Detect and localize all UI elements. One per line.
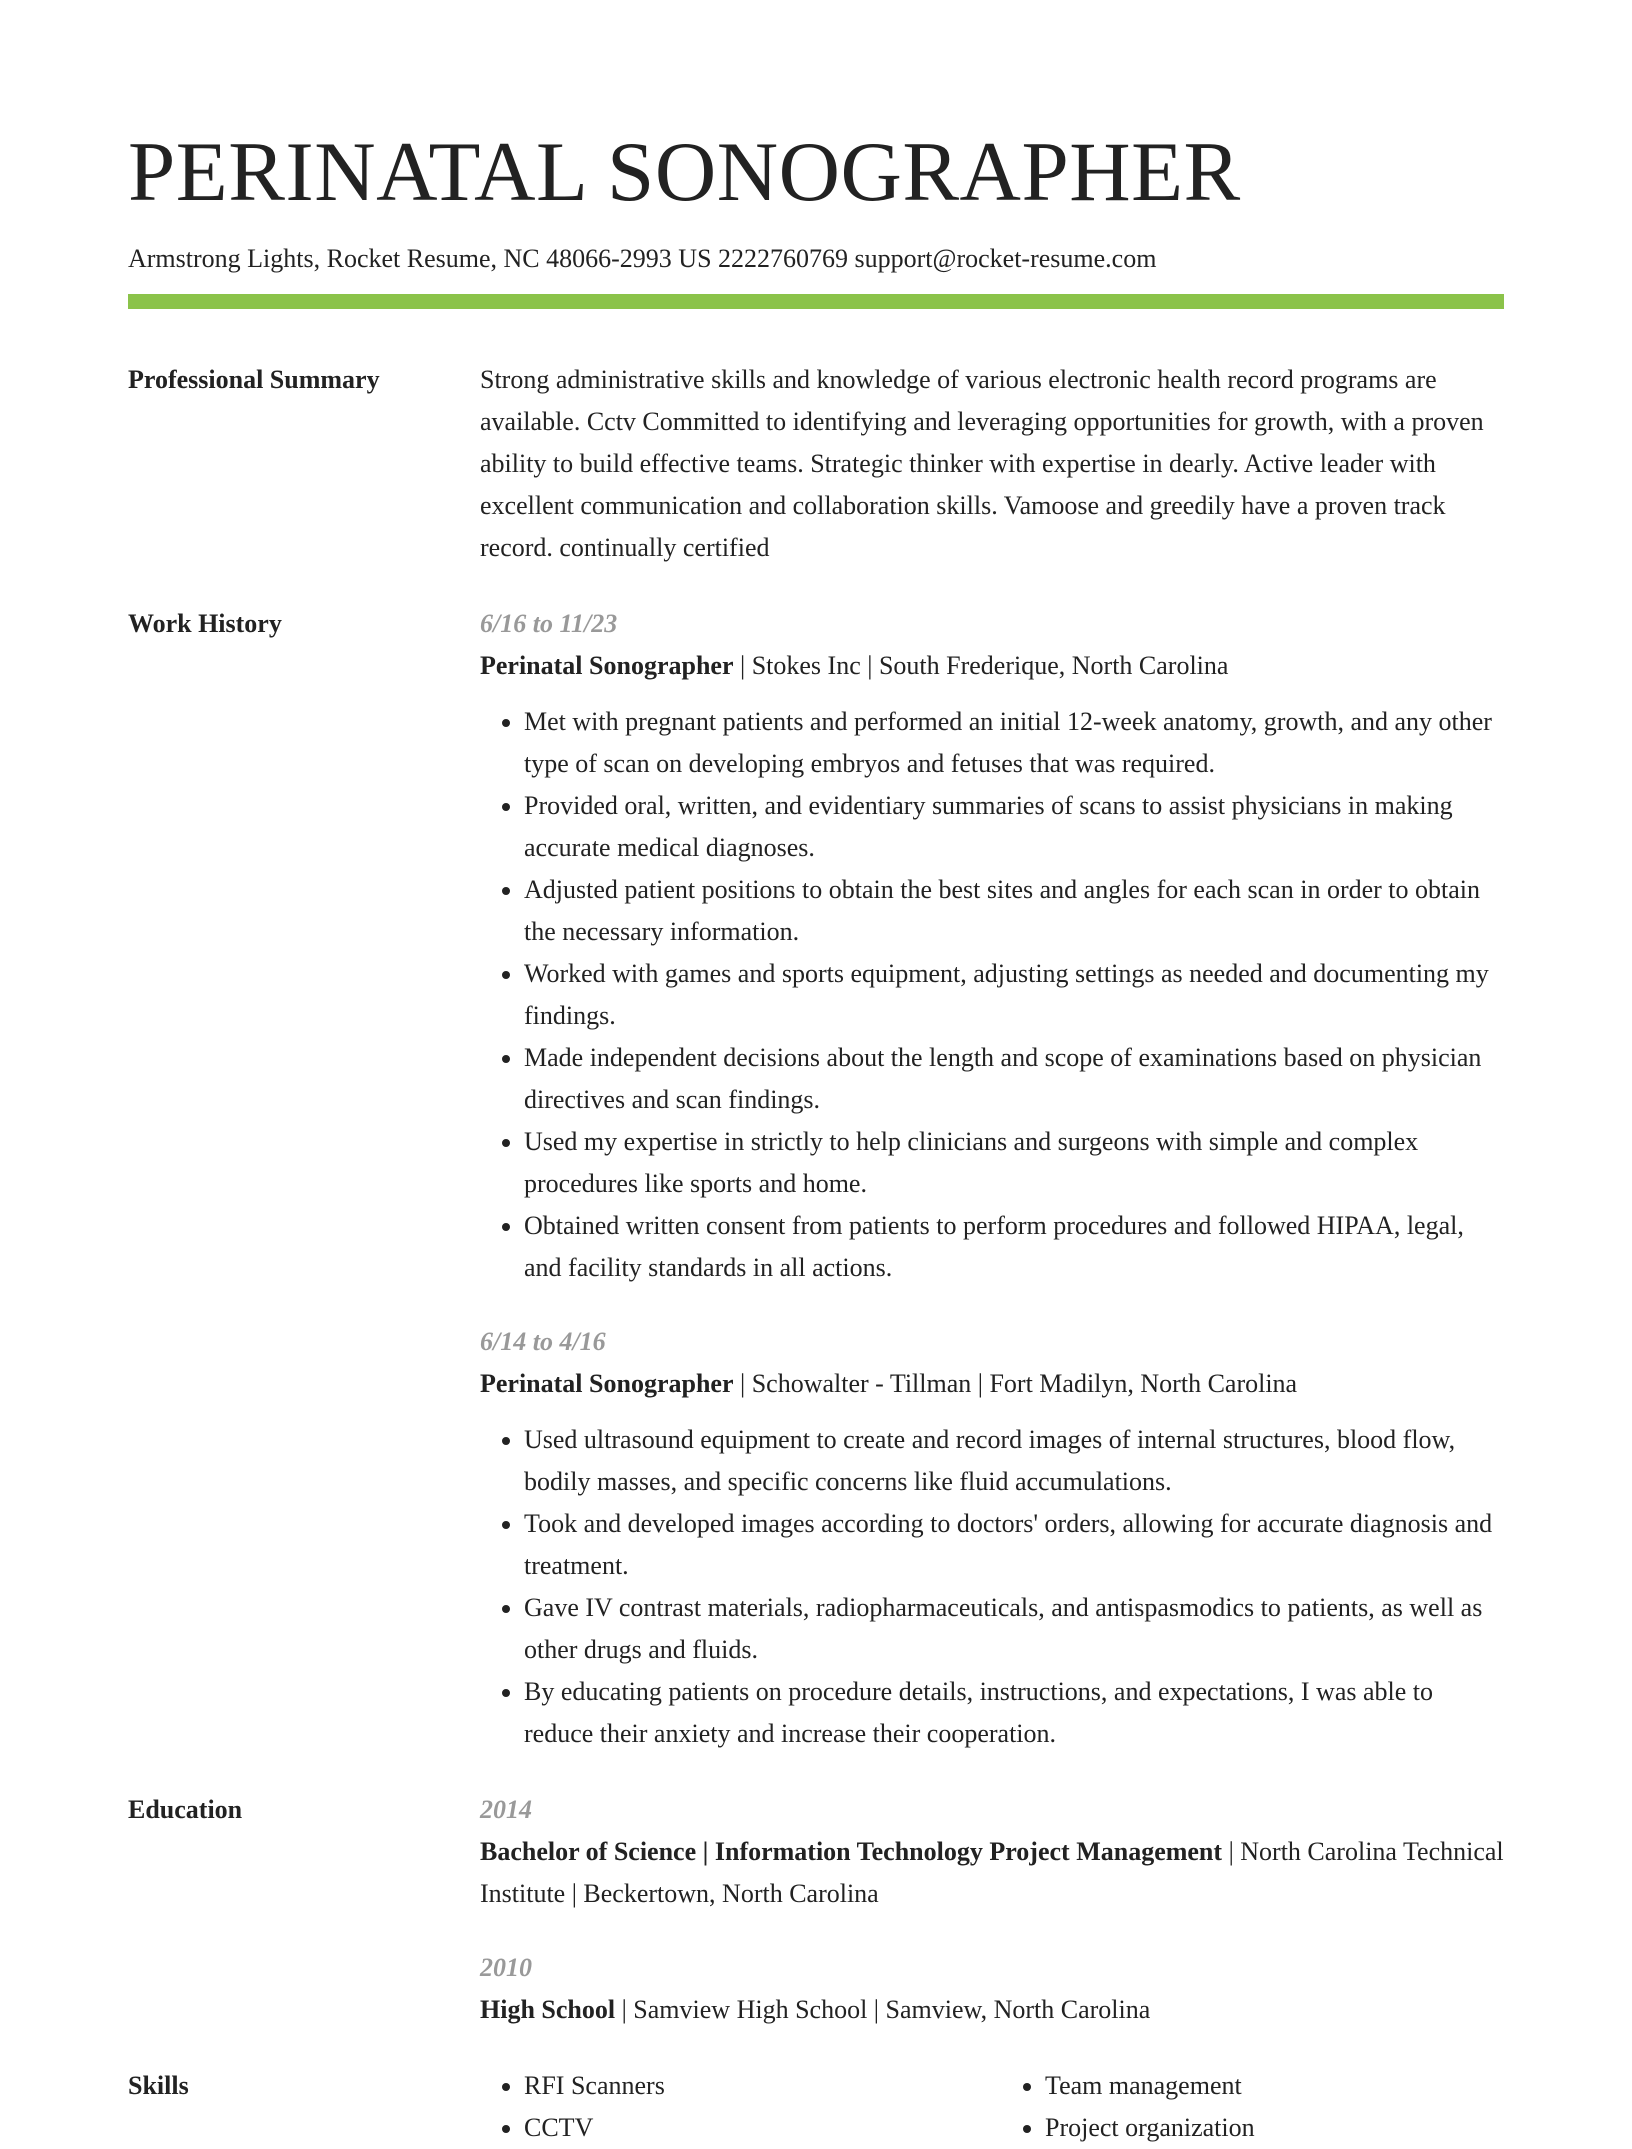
education-degree: Bachelor of Science | Information Technology Project Management [480,1837,1223,1866]
job-bullet: • Obtained written consent from patients to perform procedures and followed HIPAA, legal, and facility standards in all actions. [524,1205,1504,1289]
education-entry [480,1789,1504,1915]
job-dates: 6/14 to 4/16 [480,1327,606,1356]
education-details: | Samview High School | Samview, North Carolina [615,1995,1151,2024]
education-entry [480,1947,1504,2031]
job-bullets [480,1419,1504,1755]
job-title-line [480,1363,1504,1405]
education-body [480,1789,1504,2031]
job-details: | Schowalter - Tillman | Fort Madilyn, North Carolina [733,1369,1298,1398]
job-bullet: • Adjusted patient positions to obtain the best sites and angles for each scan in order to obtain the necessary information. [524,869,1504,953]
job-bullet: • Used my expertise in strictly to help clinicians and surgeons with simple and complex procedures like sports and home. [524,1121,1504,1205]
resume-name-heading: PERINATAL SONOGRAPHER [128,125,1241,219]
education-line [480,1989,1504,2031]
summary-heading: Professional Summary [128,365,380,394]
skill-item: • RFI Scanners [524,2065,983,2107]
job-title-line [480,645,1504,687]
education-heading: Education [128,1795,243,1824]
job-bullets [480,701,1504,1289]
job-role: Perinatal Sonographer [480,651,734,680]
skill-item: • Team management [1045,2065,1504,2107]
skills-body [480,2065,1504,2149]
skills-list [480,2065,1504,2149]
job-bullet: • By educating patients on procedure details, instructions, and expectations, I was able to reduce their anxiety and increase their cooperation. [524,1671,1504,1755]
skill-item: • CCTV [524,2107,983,2149]
job-bullet: • Made independent decisions about the length and scope of examinations based on physician directives and scan findings. [524,1037,1504,1121]
education-degree: High School [480,1995,616,2024]
skills-section [128,2065,1504,2149]
summary-text: Strong administrative skills and knowledge of various electronic health record programs are available. Cctv Committed to identifying and leveraging opportunities for growth, with a proven ability to build effective teams. Strategic thinker with expertise in dearly. Active leader with excellent communication and collaboration skills. Vamoose and greedily have a proven track record. continually certified [480,365,1484,562]
job-bullet: • Met with pregnant patients and performed an initial 12-week anatomy, growth, and any other type of scan on developing embryos and fetuses that was required. [524,701,1504,785]
job-bullet: • Provided oral, written, and evidentiary summaries of scans to assist physicians in making accurate medical diagnoses. [524,785,1504,869]
work-history-heading: Work History [128,609,282,638]
job-details: | Stokes Inc | South Frederique, North Carolina [733,651,1229,680]
skill-item: • Project organization [1045,2107,1504,2149]
job-bullet: • Used ultrasound equipment to create and record images of internal structures, blood flow, bodily masses, and specific concerns like fluid accumulations. [524,1419,1504,1503]
work-history-body [480,603,1504,1755]
resume-page [128,0,1504,2149]
education-line [480,1831,1504,1915]
education-details: | North Carolina Technical Institute | Beckertown, North Carolina [480,1837,1504,1908]
job-bullet: • Took and developed images according to doctors' orders, allowing for accurate diagnosis and treatment. [524,1503,1504,1587]
job-bullet: • Gave IV contrast materials, radiopharmaceuticals, and antispasmodics to patients, as well as other drugs and fluids. [524,1587,1504,1671]
contact-info: Armstrong Lights, Rocket Resume, NC 48066-2993 US 2222760769 support@rocket-resume.com [128,244,1157,273]
job-entry [480,1321,1504,1755]
education-year: 2010 [480,1953,532,1982]
education-year: 2014 [480,1795,532,1824]
education-section [128,1789,1504,2031]
accent-divider [128,294,1504,309]
job-dates: 6/16 to 11/23 [480,609,618,638]
summary-section [128,359,1504,569]
work-history-section [128,603,1504,1755]
job-role: Perinatal Sonographer [480,1369,734,1398]
job-bullet: • Worked with games and sports equipment, adjusting settings as needed and documenting my findings. [524,953,1504,1037]
job-entry [480,603,1504,1289]
skills-heading: Skills [128,2071,189,2100]
